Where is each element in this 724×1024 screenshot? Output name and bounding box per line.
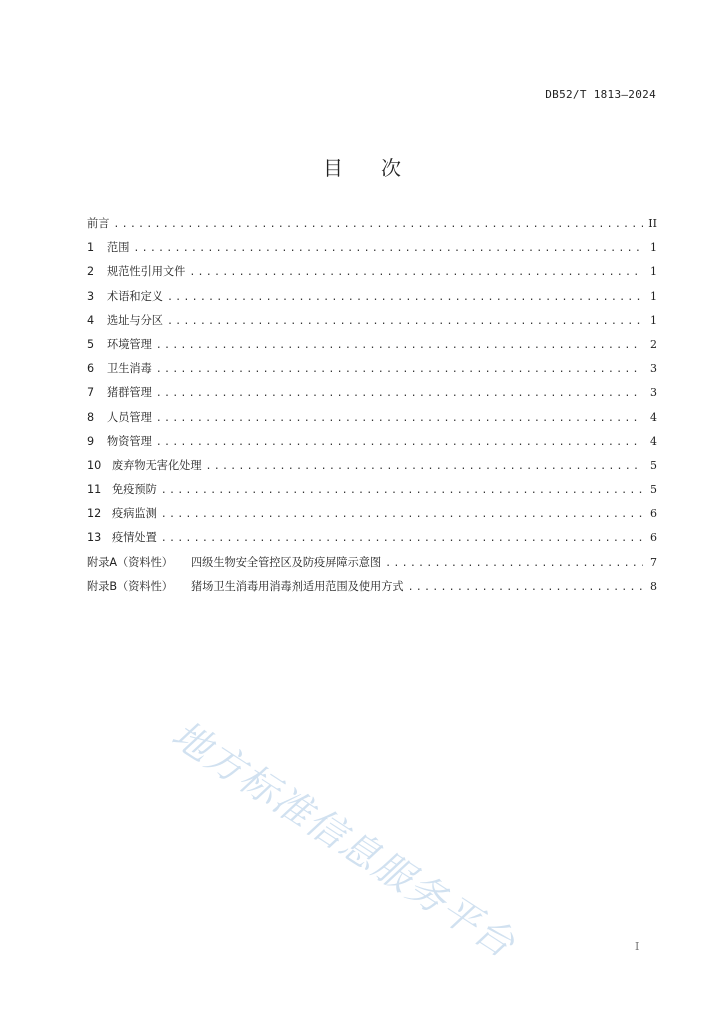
toc-entry-page: II bbox=[648, 217, 657, 230]
toc-entry-13[interactable] bbox=[87, 529, 657, 553]
toc-entry-page: 3 bbox=[650, 386, 657, 400]
toc-entry-appendix-a[interactable] bbox=[87, 554, 657, 578]
toc-entry-6[interactable] bbox=[87, 360, 657, 384]
toc-entry-3[interactable] bbox=[87, 288, 657, 312]
toc-entry-label: 卫生消毒 bbox=[107, 362, 152, 376]
toc-leader-dots bbox=[206, 460, 643, 474]
toc-entry-label: 猪群管理 bbox=[107, 386, 152, 400]
toc-leader-dots bbox=[167, 315, 643, 329]
toc-leader-dots bbox=[133, 242, 643, 256]
toc-entry-appendix-b[interactable] bbox=[87, 578, 657, 602]
toc-entry-label: 术语和定义 bbox=[107, 289, 163, 303]
toc-entry-page: 5 bbox=[650, 458, 657, 472]
toc-entry-page: 1 bbox=[650, 265, 657, 279]
toc-entry-label: 免疫预防 bbox=[112, 483, 157, 497]
toc-entry-label: 猪场卫生消毒用消毒剂适用范围及使用方式 bbox=[191, 579, 404, 593]
toc-entry-page: 3 bbox=[650, 362, 657, 376]
toc-leader-dots bbox=[167, 291, 643, 305]
toc-leader-dots bbox=[385, 557, 643, 571]
toc-entry-number: 8 bbox=[87, 410, 95, 424]
toc-entry-number: 3 bbox=[87, 289, 95, 303]
toc-entry-page: 5 bbox=[650, 483, 657, 497]
toc-entry-11[interactable] bbox=[87, 481, 657, 505]
toc-entry-label: 规范性引用文件 bbox=[107, 265, 186, 279]
toc-entry-number: 1 bbox=[87, 241, 95, 255]
toc-entry-number: 12 bbox=[87, 507, 102, 521]
toc-entry-10[interactable] bbox=[87, 457, 657, 481]
toc-entry-1[interactable] bbox=[87, 239, 657, 263]
toc-entry-number: 7 bbox=[87, 386, 95, 400]
toc-entry-page: 8 bbox=[650, 579, 657, 593]
watermark: 地方标准信息服务平台 bbox=[164, 711, 524, 967]
title-part-1: 目 bbox=[323, 156, 343, 180]
toc-entry-page: 1 bbox=[650, 289, 657, 303]
toc-entry-page: 2 bbox=[650, 337, 657, 351]
toc-leader-dots bbox=[156, 412, 643, 426]
toc-entry-page: 4 bbox=[650, 434, 657, 448]
toc-entry-page: 1 bbox=[650, 241, 657, 255]
document-code: DB52/T 1813—2024 bbox=[545, 88, 656, 101]
toc-leader-dots bbox=[161, 484, 643, 498]
toc-leader-dots bbox=[156, 387, 643, 401]
toc-entry-label: 四级生物安全管控区及防疫屏障示意图 bbox=[190, 555, 382, 569]
toc-leader-dots bbox=[156, 363, 643, 377]
toc-entry-label: 环境管理 bbox=[107, 337, 152, 351]
toc-entry-label: 废弃物无害化处理 bbox=[112, 458, 202, 472]
toc-entry-label: 人员管理 bbox=[107, 410, 152, 424]
toc-entry-number: 11 bbox=[87, 483, 102, 497]
toc-entry-label: 疫情处置 bbox=[112, 531, 157, 545]
toc-entry-4[interactable] bbox=[87, 312, 657, 336]
toc-entry-label: 疫病监测 bbox=[112, 507, 157, 521]
toc-entry-foreword[interactable] bbox=[87, 215, 657, 239]
toc-entry-number: 4 bbox=[87, 313, 95, 327]
toc-entry-page: 7 bbox=[650, 555, 657, 569]
toc-appendix-designation: 附录A（资料性） bbox=[87, 555, 173, 569]
toc-entry-7[interactable] bbox=[87, 384, 657, 408]
toc-entry-12[interactable] bbox=[87, 505, 657, 529]
toc-entry-number: 13 bbox=[87, 531, 102, 545]
toc-entry-number: 10 bbox=[87, 458, 102, 472]
toc-leader-dots bbox=[408, 581, 643, 595]
toc-appendix-designation: 附录B（资料性） bbox=[87, 579, 173, 593]
toc-entry-number: 2 bbox=[87, 265, 95, 279]
title-part-2: 次 bbox=[381, 156, 401, 180]
toc-leader-dots bbox=[161, 532, 643, 546]
toc-entry-2[interactable] bbox=[87, 263, 657, 287]
toc-entry-page: 6 bbox=[650, 507, 657, 521]
toc-leader-dots bbox=[156, 339, 643, 353]
toc-entry-number: 9 bbox=[87, 434, 95, 448]
toc-entry-number: 5 bbox=[87, 337, 95, 351]
toc-entry-label: 范围 bbox=[107, 241, 130, 255]
toc-entry-page: 1 bbox=[650, 313, 657, 327]
page-number: I bbox=[635, 940, 640, 953]
toc-entry-9[interactable] bbox=[87, 433, 657, 457]
page-title bbox=[0, 152, 724, 181]
toc-entry-page: 4 bbox=[650, 410, 657, 424]
toc-leader-dots bbox=[189, 266, 643, 280]
toc-leader-dots bbox=[156, 436, 643, 450]
toc-entry-label: 前言 bbox=[87, 217, 110, 230]
toc-leader-dots bbox=[161, 508, 643, 522]
toc-entry-page: 6 bbox=[650, 531, 657, 545]
table-of-contents bbox=[87, 215, 657, 602]
toc-entry-8[interactable] bbox=[87, 409, 657, 433]
toc-entry-number: 6 bbox=[87, 362, 95, 376]
toc-entry-5[interactable] bbox=[87, 336, 657, 360]
toc-leader-dots bbox=[113, 218, 643, 232]
toc-entry-label: 物资管理 bbox=[107, 434, 152, 448]
toc-entry-label: 选址与分区 bbox=[107, 313, 163, 327]
